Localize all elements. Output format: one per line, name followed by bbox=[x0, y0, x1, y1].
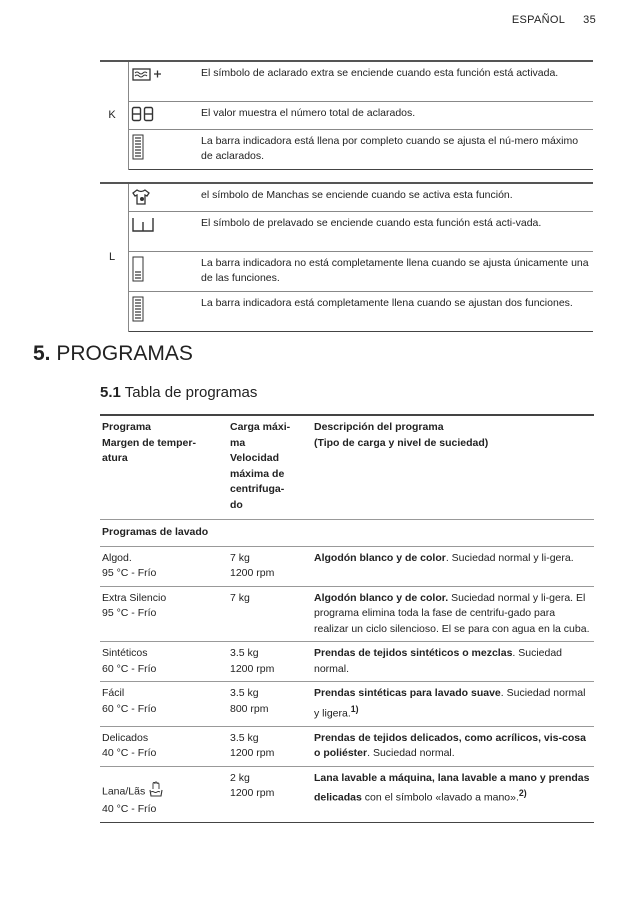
desc-text: Suciedad normal y li-gera. El programa elimina toda la fase de centrifu-gado para realizar un ciclo silencioso. El se para con agua en la cuba. bbox=[314, 591, 590, 635]
program-load: 7 kg bbox=[230, 591, 250, 604]
program-temp: 95 °C - Frío bbox=[102, 567, 157, 579]
program-cell bbox=[100, 682, 228, 727]
program-temp: 40 °C - Frío bbox=[102, 747, 157, 759]
desc-bold: Algodón blanco y de color bbox=[314, 551, 446, 564]
indicator-text: el símbolo de Manchas se enciende cuando se activa esta función. bbox=[197, 183, 593, 211]
program-cell bbox=[100, 766, 228, 822]
table-row bbox=[100, 642, 594, 682]
digits-88-icon bbox=[129, 101, 198, 129]
program-temp: 40 °C - Frío bbox=[102, 803, 157, 815]
indicator-table-l bbox=[100, 182, 593, 332]
footnote-mark: 1) bbox=[350, 703, 359, 714]
indicator-label-l: L bbox=[100, 183, 129, 331]
full-bar-icon bbox=[129, 291, 198, 331]
program-speed: 1200 rpm bbox=[230, 567, 275, 579]
indicator-text: La barra indicadora está llena por completo cuando se ajusta el nú-mero máximo de aclarados. bbox=[197, 129, 593, 169]
program-cell bbox=[100, 726, 228, 766]
program-temp: 60 °C - Frío bbox=[102, 702, 157, 715]
indicator-text: El símbolo de aclarado extra se enciende cuando esta función está activada. bbox=[197, 61, 593, 101]
description-cell bbox=[312, 642, 594, 682]
program-speed: 800 rpm bbox=[230, 702, 269, 715]
section-number: 5. bbox=[33, 342, 51, 365]
description-cell bbox=[312, 586, 594, 642]
header-load-speed: Carga máxi- ma Velocidad máxima de centrifuga- do bbox=[228, 415, 312, 520]
group-label: Programas de lavado bbox=[100, 520, 594, 547]
program-name: Algod. bbox=[102, 551, 132, 564]
desc-text: . Suciedad normal. bbox=[314, 647, 563, 675]
load-cell bbox=[228, 682, 312, 727]
description-cell bbox=[312, 546, 594, 586]
program-name: Sintéticos bbox=[102, 647, 148, 659]
load-cell bbox=[228, 726, 312, 766]
load-cell bbox=[228, 766, 312, 822]
desc-bold: Algodón blanco y de color. bbox=[314, 591, 449, 604]
desc-text: . Suciedad normal. bbox=[367, 747, 455, 759]
program-speed: 1200 rpm bbox=[230, 662, 275, 675]
header-language: ESPAÑOL bbox=[511, 14, 566, 26]
section-title: PROGRAMAS bbox=[56, 342, 193, 365]
program-load: 7 kg bbox=[230, 551, 250, 564]
desc-text: . Suciedad normal y ligera. bbox=[314, 687, 586, 719]
description-cell bbox=[312, 726, 594, 766]
description-cell bbox=[312, 766, 594, 822]
subsection-title: Tabla de programas bbox=[124, 384, 258, 401]
program-temp: 60 °C - Frío bbox=[102, 662, 157, 675]
description-cell bbox=[312, 682, 594, 727]
table-row bbox=[100, 726, 594, 766]
indicator-text: El símbolo de prelavado se enciende cuando esta función está acti-vada. bbox=[197, 211, 593, 251]
desc-bold: Lana lavable a máquina, lana lavable a mano y prendas delicadas bbox=[314, 771, 590, 804]
desc-text: . Suciedad normal y li-gera. bbox=[445, 551, 574, 564]
indicator-label-k: K bbox=[100, 61, 129, 169]
group-row bbox=[100, 520, 594, 547]
indicator-text: La barra indicadora no está completamente llena cuando se ajusta únicamente una de las funciones. bbox=[197, 251, 593, 291]
subsection-heading bbox=[100, 384, 257, 401]
indicator-table-k bbox=[100, 60, 593, 170]
program-speed: 1200 rpm bbox=[230, 747, 275, 759]
partial-bar-icon bbox=[129, 251, 198, 291]
desc-text: con el símbolo «lavado a mano». bbox=[361, 791, 519, 804]
table-row bbox=[100, 586, 594, 642]
table-row bbox=[100, 766, 594, 822]
header-program: Programa Margen de temper- atura bbox=[100, 415, 228, 520]
program-load: 3.5 kg bbox=[230, 687, 259, 699]
page-header bbox=[512, 14, 596, 26]
full-bar-icon bbox=[129, 129, 198, 169]
desc-bold: Prendas sintéticas para lavado suave bbox=[314, 687, 501, 699]
table-row bbox=[100, 682, 594, 727]
indicator-text: El valor muestra el número total de aclarados. bbox=[197, 101, 593, 129]
desc-bold: Prendas de tejidos sintéticos o mezclas bbox=[314, 647, 513, 659]
program-speed: 1200 rpm bbox=[230, 787, 275, 799]
prewash-tub-icon bbox=[129, 211, 198, 251]
program-cell bbox=[100, 586, 228, 642]
program-name: Fácil bbox=[102, 687, 125, 699]
stain-shirt-icon bbox=[129, 183, 198, 211]
hand-wash-icon bbox=[148, 781, 164, 803]
desc-bold: Prendas de tejidos delicados, como acrílicos, vis-cosa o poliéster bbox=[314, 731, 586, 759]
program-load: 2 kg bbox=[230, 771, 250, 784]
program-name: Delicados bbox=[102, 731, 149, 744]
page-number: 35 bbox=[583, 14, 596, 26]
program-table-header bbox=[100, 415, 594, 520]
header-description: Descripción del programa (Tipo de carga y nivel de suciedad) bbox=[312, 415, 594, 520]
load-cell bbox=[228, 642, 312, 682]
section-heading bbox=[33, 342, 193, 366]
table-row bbox=[100, 546, 594, 586]
extra-rinse-icon bbox=[129, 61, 198, 101]
program-cell bbox=[100, 642, 228, 682]
program-table bbox=[100, 414, 594, 823]
load-cell bbox=[228, 586, 312, 642]
footnote-mark: 2) bbox=[518, 788, 527, 798]
indicator-text: La barra indicadora está completamente llena cuando se ajustan dos funciones. bbox=[197, 291, 593, 331]
subsection-number: 5.1 bbox=[100, 384, 121, 401]
load-cell bbox=[228, 546, 312, 586]
program-name: Lana/Lãs bbox=[102, 785, 146, 798]
program-load: 3.5 kg bbox=[230, 647, 259, 659]
program-load: 3.5 kg bbox=[230, 731, 259, 744]
program-temp: 95 °C - Frío bbox=[102, 607, 157, 619]
program-cell bbox=[100, 546, 228, 586]
program-name: Extra Silencio bbox=[102, 591, 167, 604]
